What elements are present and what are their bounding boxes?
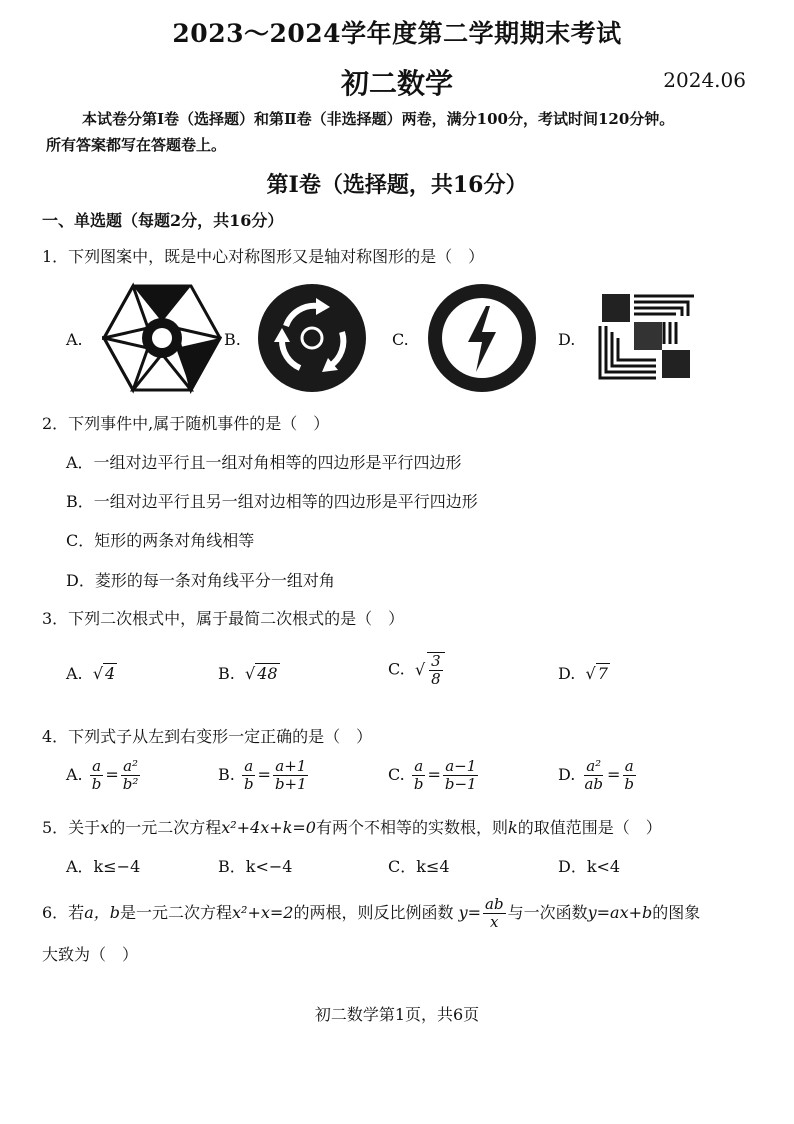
q3-label-c: C. (388, 659, 405, 679)
q1-label-d: D. (558, 330, 576, 349)
question-6: 6．若a，b是一元二次方程x²+x=2的两根，则反比例函数 y= $\frac{ab}{x}$ 与一次函数y=ax+b的图象 (42, 895, 701, 931)
q1-label-c: C. (392, 330, 409, 349)
q5-option-b: B．k<−4 (218, 857, 293, 876)
volume-heading: 第Ⅰ卷（选择题，共16分） (266, 172, 528, 198)
squares-pattern-icon (598, 292, 696, 382)
recycle-circle-icon (256, 282, 368, 394)
section-heading: 一、单选题（每题2分，共16分） (42, 211, 284, 230)
q6-fraction: $\frac{ab}{x}$ (485, 895, 504, 931)
q3-radical-c: √ $\frac{3}{8}$ (410, 660, 447, 679)
q1-label-b: B. (224, 330, 241, 349)
q4-option-b: B. $\frac{a}{b}$ = $\frac{a+1}{b+1}$ (218, 757, 307, 793)
question-1: 1．下列图案中，既是中心对称图形又是轴对称图形的是（ ） (42, 247, 485, 266)
q3-radical-a: √ 4 (87, 664, 116, 683)
q4-label-d: D. (558, 765, 576, 784)
q5-option-d: D．k<4 (558, 857, 621, 876)
q2-option-d: D．菱形的每一条对角线平分一组对角 (66, 571, 335, 590)
q3-radical-d: √ 7 (580, 664, 608, 683)
hexagon-aperture-icon (102, 282, 222, 394)
q4-c-left: $\frac{a}{b}$ (413, 757, 424, 793)
q4-b-right: $\frac{a+1}{b+1}$ (274, 757, 307, 793)
q4-label-a: A. (66, 765, 83, 784)
q3-option-d (558, 664, 610, 683)
q3-label-d: D. (558, 664, 576, 683)
question-3: 3．下列二次根式中，属于最简二次根式的是（ ） (42, 609, 405, 628)
question-6-line-2: 大致为（ ） (42, 945, 139, 964)
q1-label-a: A. (66, 330, 83, 349)
q4-label-c: C. (388, 765, 405, 784)
q3-option-c (388, 652, 447, 688)
q3-frac-den: 8 (431, 670, 441, 688)
question-4: 4．下列式子从左到右变形一定正确的是（ ） (42, 727, 373, 746)
q3-label-a: A. (66, 664, 83, 683)
q2-option-a: A．一组对边平行且一组对角相等的四边形是平行四边形 (66, 453, 462, 472)
q4-d-right: $\frac{a}{b}$ (624, 757, 634, 793)
q3-radicand-a: 4 (105, 664, 116, 683)
exam-date: 2024.06 (663, 68, 746, 92)
page-footer: 初二数学第1页，共6页 (314, 1005, 480, 1024)
q3-label-b: B. (218, 664, 235, 683)
q3-frac-num: 3 (431, 652, 441, 670)
q3-fraction-c (427, 652, 445, 688)
intro-line-1: 本试卷分第Ⅰ卷（选择题）和第Ⅱ卷（非选择题）两卷，满分100分，考试时间120分钟。 (82, 110, 675, 128)
q2-option-b: B．一组对边平行且另一组对边相等的四边形是平行四边形 (66, 492, 478, 511)
q3-radicand-d: 7 (597, 664, 608, 683)
q4-option-a: A. $\frac{a}{b}$ = $\frac{\text{a²}}{\text{b²}}$ (66, 757, 139, 793)
exam-title: 2023～2024学年度第二学期期末考试 (172, 19, 622, 48)
subject-title: 初二数学 (340, 67, 453, 100)
q5-option-a: A．k≤−4 (66, 857, 141, 876)
q2-option-c: C．矩形的两条对角线相等 (66, 531, 255, 550)
q3-radicand-b: 48 (257, 664, 278, 683)
q5-option-c: C．k≤4 (388, 857, 450, 876)
q4-option-d: D. $\frac{\text{a²}}{ab}$ = $\frac{a}{b}$ (558, 757, 634, 793)
q4-a-right: $\frac{\text{a²}}{\text{b²}}$ (122, 757, 139, 793)
q4-c-right: $\frac{a-1}{b-1}$ (444, 757, 477, 793)
q3-option-b (218, 664, 280, 683)
q4-a-left: $\frac{a}{b}$ (91, 757, 102, 793)
q4-option-c: C. $\frac{a}{b}$ = $\frac{a-1}{b-1}$ (388, 757, 477, 793)
q3-option-a (66, 664, 117, 683)
lightning-circle-icon (426, 282, 538, 394)
q4-label-b: B. (218, 765, 235, 784)
q3-radical-b: √ 48 (239, 664, 278, 683)
q4-b-left: $\frac{a}{b}$ (243, 757, 254, 793)
question-5: 5．关于x的一元二次方程x²+4x+k=0有两个不相等的实数根，则k的取值范围是（ ） (42, 818, 662, 837)
q4-d-left: $\frac{\text{a²}}{ab}$ (584, 757, 603, 793)
intro-line-2: 所有答案都写在答题卷上。 (46, 136, 227, 154)
question-2: 2．下列事件中,属于随机事件的是（ ） (42, 414, 330, 433)
